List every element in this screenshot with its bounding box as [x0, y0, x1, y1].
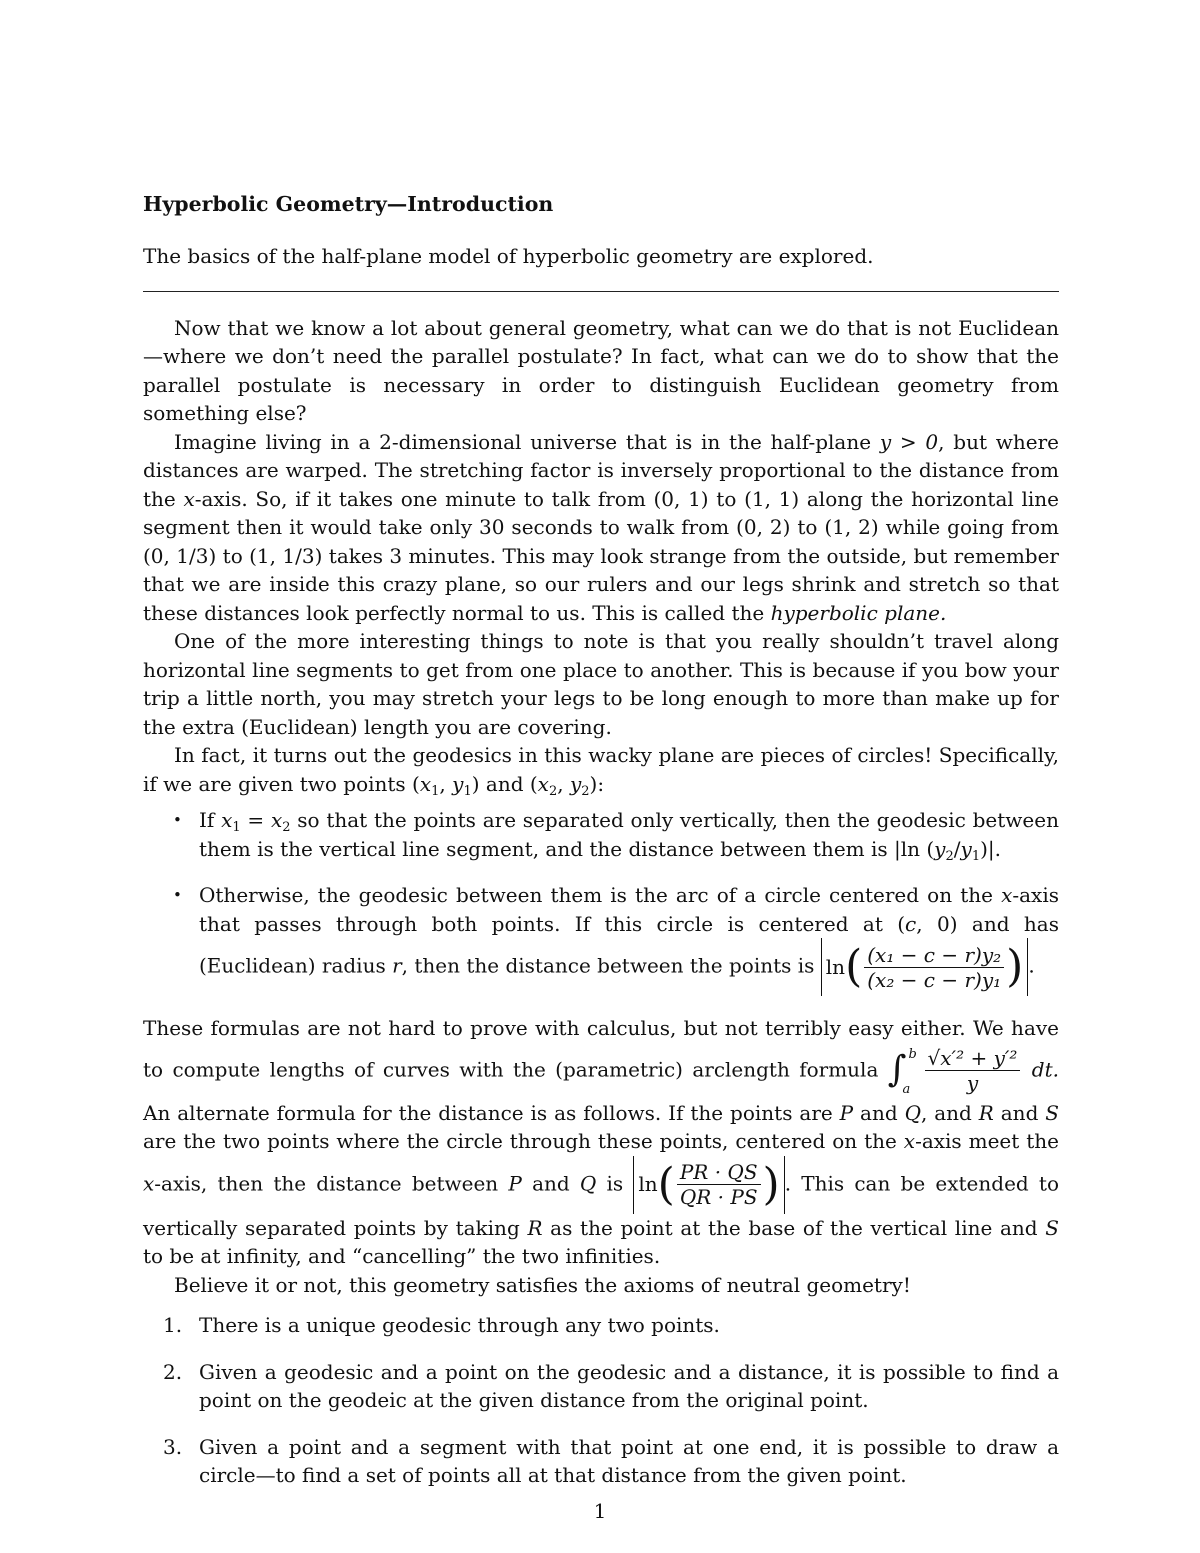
paragraph-neutral: Believe it or not, this geometry satisfies the axioms of neutral geometry! [174, 1272, 911, 1297]
list-item: 3. Given a point and a segment with that point at one end, it is possible to draw a circle—to find a set of points all at that distance from the given point. [163, 1434, 1059, 1487]
distance-formula-circle: ln ( $\frac{\text{(x₁ − c − r)y₂}}{\text{(x₂ − c − r)y₁}}$ ) [821, 938, 1029, 996]
axioms-list [143, 1311, 1059, 1490]
paragraph-half-plane: Imagine living in a 2-dimensional universe that is in the half-plane y > 0, but where distances are warped. The stretching factor is inversely proportional to the distance from the x-axis. So, if it takes one minute to talk from (0, 1) to (1, 1) along the horizontal line segment then it would take only 30 seconds to walk from (0, 2) to (1, 2) while going from (0, 1/3) to (1, 1/3) takes 3 minutes. This may look strange from the outside, but remember that we are inside this crazy plane, so our rulers and our legs shrink and stretch so that these distances look perfectly normal to us. This is called the hyperbolic plane. [143, 429, 1060, 625]
cross-ratio-formula: ln ( $\frac{PR \cdot QS}{QR \cdot PS}$ ) [633, 1156, 784, 1214]
divider-rule [143, 291, 1059, 292]
integral-limits: b a [902, 1046, 917, 1097]
page-content [143, 190, 1059, 1508]
arclength-integrand: $\frac{\text{√x′² + y′²}}{y}$ [925, 1046, 1021, 1095]
bullet-marker: • [173, 811, 182, 829]
bullet-marker: • [173, 886, 182, 904]
geodesic-cases-list [143, 806, 1059, 996]
paragraph-formulas: These formulas are not hard to prove with calculus, but not terribly easy either. We have to compute lengths of curves with the (parametric) arclength formula ∫ b a $\frac{\text{√x′² + y′²}}{y}$ dt. An alternate formula for the distance is as follows. If the points are P and Q, and R and S are the two points where the circle through these points, centered on the x-axis meet the x-axis, then the distance between P and Q is ln ( $\frac{PR \cdot QS}{QR \cdot PS}$ ) . This can be extended to vertically separated points by taking R as the point at the base of the vertical line and S to be at infinity, and “cancelling” the two infinities. [143, 1016, 1060, 1268]
paragraph-travel: One of the more interesting things to note is that you really shouldn’t travel along horizontal line segments to get from one place to another. This is because if you bow your trip a little north, you may stretch your legs to be long enough to more than make up for the extra (Euclidean) length you are covering. [143, 629, 1059, 739]
list-item: 1. There is a unique geodesic through any two points. [163, 1313, 720, 1337]
paragraph-intro: Now that we know a lot about general geometry, what can we do that is not Euclidean—where we don’t need the parallel postulate? In fact, what can we do to show that the parallel postulate is necessary in order to distinguish Euclidean geometry from something else? [143, 315, 1059, 425]
list-item: 2. Given a geodesic and a point on the geodesic and a distance, it is possible to find a point on the geodeic at the given distance from the original point. [163, 1359, 1059, 1412]
integral-sign: ∫ [887, 1049, 907, 1091]
page-number: 1 [593, 1499, 607, 1523]
list-item-circle-case: • Otherwise, the geodesic between them is the arc of a circle centered on the x-axis that passes through both points. If this circle is centered at (c, 0) and has (Euclidean) radius r, then the distance between the points is ln ( $\frac{\text{(x₁ − c − r)y₂}}{\text{(x₂ − c − r)y₁}}$ ) . [143, 881, 1059, 996]
abstract: The basics of the half-plane model of hyperbolic geometry are explored. [143, 244, 874, 268]
document-title: Hyperbolic Geometry—Introduction [143, 192, 554, 216]
list-item-vertical-case: • If $x_1 = x_2$ so that the points are separated only vertically, then the geodesic between them is the vertical line segment, and the distance between them is |ln $(y_2/y_1)|$. [173, 808, 1059, 864]
paragraph-geodesics: In fact, it turns out the geodesics in this wacky plane are pieces of circles! Specifically, if we are given two points ($x_1$, $y_1$) and ($x_2$, $y_2$): [143, 743, 1059, 799]
